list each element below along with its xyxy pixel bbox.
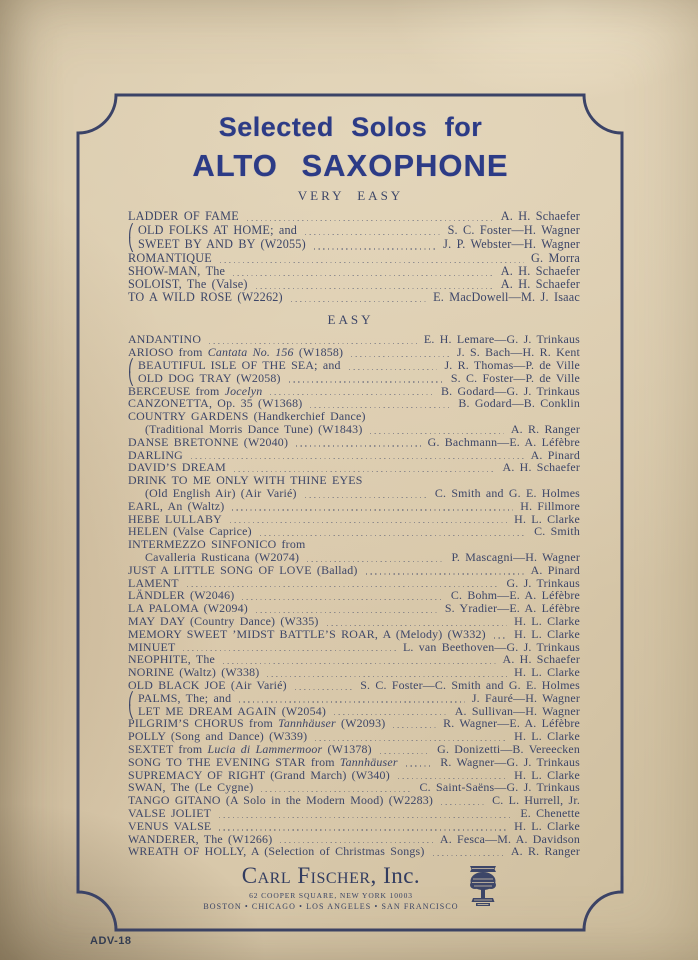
item-title: INTERMEZZO SINFONICO from xyxy=(128,537,306,552)
item-title: SOLOIST, The (Valse) xyxy=(128,277,248,292)
page-title: Selected Solos for xyxy=(218,112,483,142)
item-title: Cavalleria Rusticana (W2074) xyxy=(145,549,300,564)
dot-leader xyxy=(327,625,508,626)
item-title: HEBE LULLABY xyxy=(128,511,222,526)
dot-leader xyxy=(239,701,465,702)
dot-leader xyxy=(270,394,434,395)
dot-leader xyxy=(296,445,421,446)
item-title: SWEET BY AND BY (W2055) xyxy=(138,237,306,252)
item-title: LÄNDLER (W2046) xyxy=(128,588,235,603)
dot-leader xyxy=(441,804,485,805)
item-author: H. L. Clarke xyxy=(514,665,580,680)
dot-leader xyxy=(398,778,507,779)
dot-leader xyxy=(261,791,412,792)
item-title: ROMANTIQUE xyxy=(128,250,212,265)
dot-leader xyxy=(230,522,507,523)
publisher-address: 62 COOPER SQUARE, NEW YORK 10003 xyxy=(249,891,413,900)
item-author: G. Bachmann—E. A. Léfèbre xyxy=(427,434,580,449)
dot-leader xyxy=(305,234,440,235)
dot-leader xyxy=(267,676,507,677)
publisher-block xyxy=(78,864,623,911)
publisher-text xyxy=(203,864,458,911)
item-author: A. H. Schaefer xyxy=(500,277,580,292)
item-title: VALSE JOLIET xyxy=(128,805,212,820)
item-title: ARIOSO from Cantata No. 156 (W1858) xyxy=(128,345,344,360)
item-title: DARLING xyxy=(128,447,183,462)
item-title: WREATH OF HOLLY, A (Selection of Christmas Songs) xyxy=(128,844,425,859)
item-author: R. Wagner—E. A. Léfèbre xyxy=(443,716,580,731)
brace-icon: ⎛ xyxy=(128,223,135,239)
item-title: LET ME DREAM AGAIN (W2054) xyxy=(138,703,327,718)
item-title: SWAN, The (Le Cygne) xyxy=(128,780,254,795)
dot-leader xyxy=(314,248,436,249)
item-title: (Traditional Morris Dance Tune) (W1843) xyxy=(145,422,363,436)
item-author: H. L. Clarke xyxy=(514,818,580,833)
item-title: HELEN (Valse Caprice) xyxy=(128,524,252,539)
section-list xyxy=(128,333,580,858)
brace-icon: ⎝ xyxy=(128,703,135,719)
item-author: A. Fesca—M. A. Davidson xyxy=(439,831,580,846)
dot-leader xyxy=(349,369,438,370)
dot-leader xyxy=(242,599,444,600)
item-author: A. H. Schaefer xyxy=(502,652,580,667)
item-title: PILGRIM’S CHORUS from Tannhäuser (W2093) xyxy=(128,716,386,731)
item-title: MINUET xyxy=(128,639,176,654)
list-item xyxy=(128,564,580,577)
brace-icon: ⎝ xyxy=(128,237,135,253)
dot-leader xyxy=(233,275,494,276)
dot-leader xyxy=(187,586,500,587)
item-author: H. Fillmore xyxy=(520,498,580,513)
dot-leader xyxy=(223,663,496,664)
item-author: H. L. Clarke xyxy=(514,613,580,628)
item-author: A. H. Schaefer xyxy=(502,460,580,475)
item-author: C. Smith xyxy=(534,524,580,539)
list-item xyxy=(128,845,580,858)
list-item xyxy=(128,436,580,449)
dot-leader xyxy=(289,381,444,382)
item-author: B. Godard—G. J. Trinkaus xyxy=(441,383,580,398)
item-title: TO A WILD ROSE (W2262) xyxy=(128,290,283,305)
item-author: A. Sullivan—H. Wagner xyxy=(454,703,580,718)
dot-leader xyxy=(260,535,527,536)
item-title: DRINK TO ME ONLY WITH THINE EYES xyxy=(128,473,363,488)
dot-leader xyxy=(191,458,524,459)
item-author: P. Mascagni—H. Wagner xyxy=(451,549,580,564)
item-author: S. C. Foster—P. de Ville xyxy=(450,370,580,385)
item-title: LADDER OF FAME xyxy=(128,209,239,223)
item-author: S. C. Foster—H. Wagner xyxy=(447,223,580,238)
song-list xyxy=(78,189,623,858)
dot-leader xyxy=(247,220,494,221)
item-title: SHOW-MAN, The xyxy=(128,263,226,278)
item-title: BEAUTIFUL ISLE OF THE SEA; and xyxy=(138,358,341,373)
dot-leader xyxy=(291,301,426,302)
item-title: WANDERER, The (W1266) xyxy=(128,831,273,846)
item-title: COUNTRY GARDENS (Handkerchief Dance) xyxy=(128,409,366,424)
item-author: L. van Beethoven—G. J. Trinkaus xyxy=(402,639,580,654)
item-author: A. Pinard xyxy=(530,562,580,577)
section-heading: VERY EASY xyxy=(297,188,404,203)
item-author: A. R. Ranger xyxy=(510,422,580,436)
item-author: E. MacDowell—M. J. Isaac xyxy=(433,290,580,305)
item-author: A. Pinard xyxy=(530,447,580,462)
item-title: LAMENT xyxy=(128,575,179,590)
item-title: CANZONETTA, Op. 35 (W1368) xyxy=(128,396,303,411)
item-author: S. Yradier—E. A. Léfèbre xyxy=(444,601,580,616)
dot-leader xyxy=(406,765,434,766)
dot-leader xyxy=(305,497,428,498)
section-list xyxy=(128,210,580,304)
item-title: JUST A LITTLE SONG OF LOVE (Ballad) xyxy=(128,562,358,577)
publisher-name-suffix: Inc. xyxy=(376,863,421,888)
item-author: B. Godard—B. Conklin xyxy=(458,396,580,411)
brace-icon: ⎛ xyxy=(128,358,135,374)
section-heading: EASY xyxy=(327,312,374,328)
dot-leader xyxy=(380,753,430,754)
dot-leader xyxy=(220,262,524,263)
item-title: OLD FOLKS AT HOME; and xyxy=(138,223,298,238)
item-title: DANSE BRETONNE (W2040) xyxy=(128,434,289,449)
item-author: H. L. Clarke xyxy=(514,511,580,526)
item-author: E. Chenette xyxy=(520,805,580,820)
item-title: BERCEUSE from Jocelyn xyxy=(128,383,263,398)
dot-leader xyxy=(315,740,507,741)
dot-leader xyxy=(351,356,450,357)
publisher-cities: BOSTON • CHICAGO • LOS ANGELES • SAN FRANCISCO xyxy=(203,902,459,911)
item-author: H. L. Clarke xyxy=(514,767,580,782)
item-title: NEOPHITE, The xyxy=(128,652,215,667)
publisher-name-caps: Carl Fischer, xyxy=(241,863,377,888)
item-author: A. H. Schaefer xyxy=(500,263,580,278)
item-title: OLD BLACK JOE (Air Varié) xyxy=(128,677,287,692)
item-title: SONG TO THE EVENING STAR from Tannhäuser xyxy=(128,754,398,769)
item-author: C. Smith and G. E. Holmes xyxy=(434,485,580,500)
list-item xyxy=(128,628,580,641)
item-author: C. L. Hurrell, Jr. xyxy=(492,793,580,808)
item-author: J. Fauré—H. Wagner xyxy=(471,690,580,705)
dot-leader xyxy=(433,855,504,856)
dot-leader xyxy=(370,433,503,434)
item-author: J. S. Bach—H. R. Kent xyxy=(456,345,580,360)
item-author: G. Morra xyxy=(531,250,580,265)
dot-leader xyxy=(256,288,494,289)
dot-leader xyxy=(310,407,451,408)
item-title: DAVID’S DREAM xyxy=(128,460,226,475)
list-item xyxy=(128,291,580,304)
list-item xyxy=(128,237,580,251)
item-author: J. R. Thomas—P. de Ville xyxy=(444,358,580,373)
item-title: SUPREMACY OF RIGHT (Grand March) (W340) xyxy=(128,767,390,782)
item-author: A. R. Ranger xyxy=(510,844,580,859)
item-title: POLLY (Song and Dance) (W339) xyxy=(128,729,308,744)
dot-leader xyxy=(234,471,496,472)
item-title: LA PALOMA (W2094) xyxy=(128,601,248,616)
item-title: NORINE (Waltz) (W338) xyxy=(128,665,260,680)
item-author: H. L. Clarke xyxy=(514,729,580,744)
list-item xyxy=(128,210,580,223)
publisher-name xyxy=(203,864,458,888)
item-title: (Old English Air) (Air Varié) xyxy=(145,485,297,500)
tree-emblem-icon xyxy=(468,865,498,911)
item-title: MAY DAY (Country Dance) (W335) xyxy=(128,613,319,628)
item-title: ANDANTINO xyxy=(128,332,202,347)
dot-leader xyxy=(219,829,507,830)
item-author: A. H. Schaefer xyxy=(500,209,580,223)
dot-leader xyxy=(366,573,524,574)
dot-leader xyxy=(256,612,438,613)
dot-leader xyxy=(494,637,507,638)
item-author: G. Donizetti—B. Vereecken xyxy=(437,741,580,756)
item-title: SEXTET from Lucia di Lammermoor (W1378) xyxy=(128,741,372,756)
dot-leader xyxy=(209,343,417,344)
item-author: C. Saint-Saëns—G. J. Trinkaus xyxy=(419,780,580,795)
dot-leader xyxy=(334,714,448,715)
item-title: VENUS VALSE xyxy=(128,818,212,833)
item-author: C. Bohm—E. A. Léfèbre xyxy=(450,588,580,603)
item-author: E. H. Lemare—G. J. Trinkaus xyxy=(423,332,580,347)
item-author: S. C. Foster—C. Smith and G. E. Holmes xyxy=(360,677,580,692)
item-title: TANGO GITANO (A Solo in the Modern Mood) (W2283) xyxy=(128,793,434,808)
item-author: R. Wagner—G. J. Trinkaus xyxy=(440,754,580,769)
item-title: PALMS, The; and xyxy=(138,690,232,705)
list-item xyxy=(128,223,580,237)
item-title: OLD DOG TRAY (W2058) xyxy=(138,370,281,385)
dot-leader xyxy=(393,727,436,728)
dot-leader xyxy=(307,561,444,562)
page-subtitle: ALTO SAXOPHONE xyxy=(192,148,509,183)
brace-icon: ⎛ xyxy=(128,690,135,706)
dot-leader xyxy=(232,509,513,510)
item-title: EARL, An (Waltz) xyxy=(128,498,225,513)
plate-code: ADV-18 xyxy=(90,935,132,947)
item-title: MEMORY SWEET ’MIDST BATTLE’S ROAR, A (Melody) (W332) xyxy=(128,626,486,641)
item-author: H. L. Clarke xyxy=(514,626,580,641)
item-author: J. P. Webster—H. Wagner xyxy=(443,237,580,252)
dot-leader xyxy=(183,650,396,651)
item-author: G. J. Trinkaus xyxy=(506,575,580,590)
dot-leader xyxy=(219,817,513,818)
dot-leader xyxy=(280,842,433,843)
dot-leader xyxy=(295,689,353,690)
brace-icon: ⎝ xyxy=(128,370,135,386)
